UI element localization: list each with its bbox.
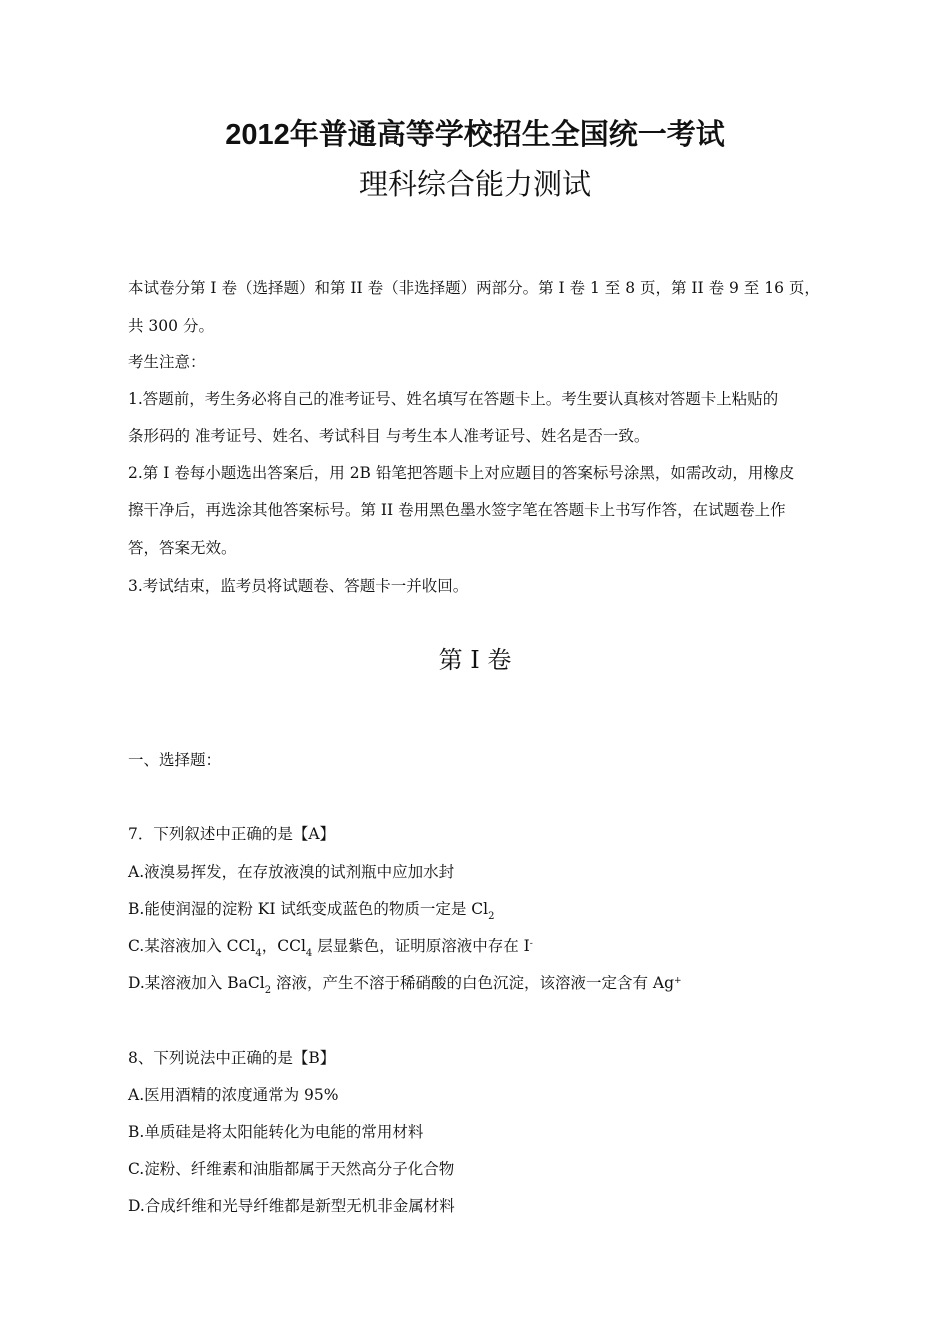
notice-item-2-line-1: 2.第 I 卷每小题选出答案后，用 2B 铅笔把答题卡上对应题目的答案标号涂黑，如需改动，用橡皮 [128, 464, 795, 482]
q7-option-d-subscript: 2 [264, 985, 272, 996]
q7-option-c-text-3: 层显紫色，证明原溶液中存在 I [312, 937, 530, 955]
q8-option-d: D.合成纤维和光导纤维都是新型无机非金属材料 [128, 1197, 455, 1215]
q7-option-b-subscript: 2 [488, 911, 495, 922]
q7-option-c-subscript-1: 4 [255, 948, 262, 959]
q7-option-c-text-2: ，CCl [261, 937, 306, 955]
q8-option-b: B.单质硅是将太阳能转化为电能的常用材料 [128, 1123, 424, 1141]
exam-subtitle: 理科综合能力测试 [358, 167, 591, 201]
q7-option-c [128, 934, 533, 959]
notice-item-2-line-2: 擦干净后，再选涂其他答案标号。第 II 卷用黑色墨水签字笔在答题卡上书写作答，在试题卷上作 [128, 501, 786, 519]
section-title: 一、选择题： [128, 751, 222, 769]
q7-option-d-text-1: D.某溶液加入 BaCl [128, 974, 265, 992]
q8-option-c: C.淀粉、纤维素和油脂都属于天然高分子化合物 [128, 1160, 455, 1178]
q8-stem: 8、下列说法中正确的是【B】 [128, 1049, 336, 1067]
intro-line-2: 共 300 分。 [128, 317, 214, 335]
exam-year: 2012 [225, 119, 290, 151]
exam-title-text: 年普通高等学校招生全国统一考试 [289, 117, 725, 151]
q7-option-c-text-1: C.某溶液加入 CCl [128, 937, 256, 955]
notice-item-2-line-3: 答，答案无效。 [128, 539, 237, 557]
notice-heading: 考生注意： [128, 353, 206, 371]
q7-option-d-text-2: 溶液，产生不溶于稀硝酸的白色沉淀，该溶液一定含有 Ag [271, 974, 675, 992]
volume-title: 第 I 卷 [438, 646, 512, 674]
intro-line-1: 本试卷分第 I 卷（选择题）和第 II 卷（非选择题）两部分。第 I 卷 1 至 8 页，第 II 卷 9 至 16 页， [128, 279, 820, 297]
q7-option-b-text: B.能使润湿的淀粉 KI 试纸变成蓝色的物质一定是 Cl [128, 900, 489, 918]
notice-item-1-line-1: 1.答题前，考生务必将自己的准考证号、姓名填写在答题卡上。考生要认真核对答题卡上粘贴的 [128, 390, 779, 408]
q7-option-d-superscript: + [674, 976, 682, 986]
exam-title [0, 112, 950, 153]
q7-stem: 7．下列叙述中正确的是【A】 [128, 825, 336, 843]
q7-option-a: A.液溴易挥发，在存放液溴的试剂瓶中应加水封 [128, 863, 455, 881]
q7-option-c-subscript-2: 4 [305, 948, 313, 959]
q7-option-d [128, 971, 682, 996]
notice-item-1-line-2: 条形码的 准考证号、姓名、考试科目 与考生本人准考证号、姓名是否一致。 [128, 427, 650, 445]
q7-option-b [128, 897, 495, 922]
q7-option-c-superscript: - [529, 939, 533, 949]
q8-option-a: A.医用酒精的浓度通常为 95% [128, 1086, 339, 1104]
notice-item-3: 3.考试结束，监考员将试题卷、答题卡一并收回。 [128, 577, 469, 595]
